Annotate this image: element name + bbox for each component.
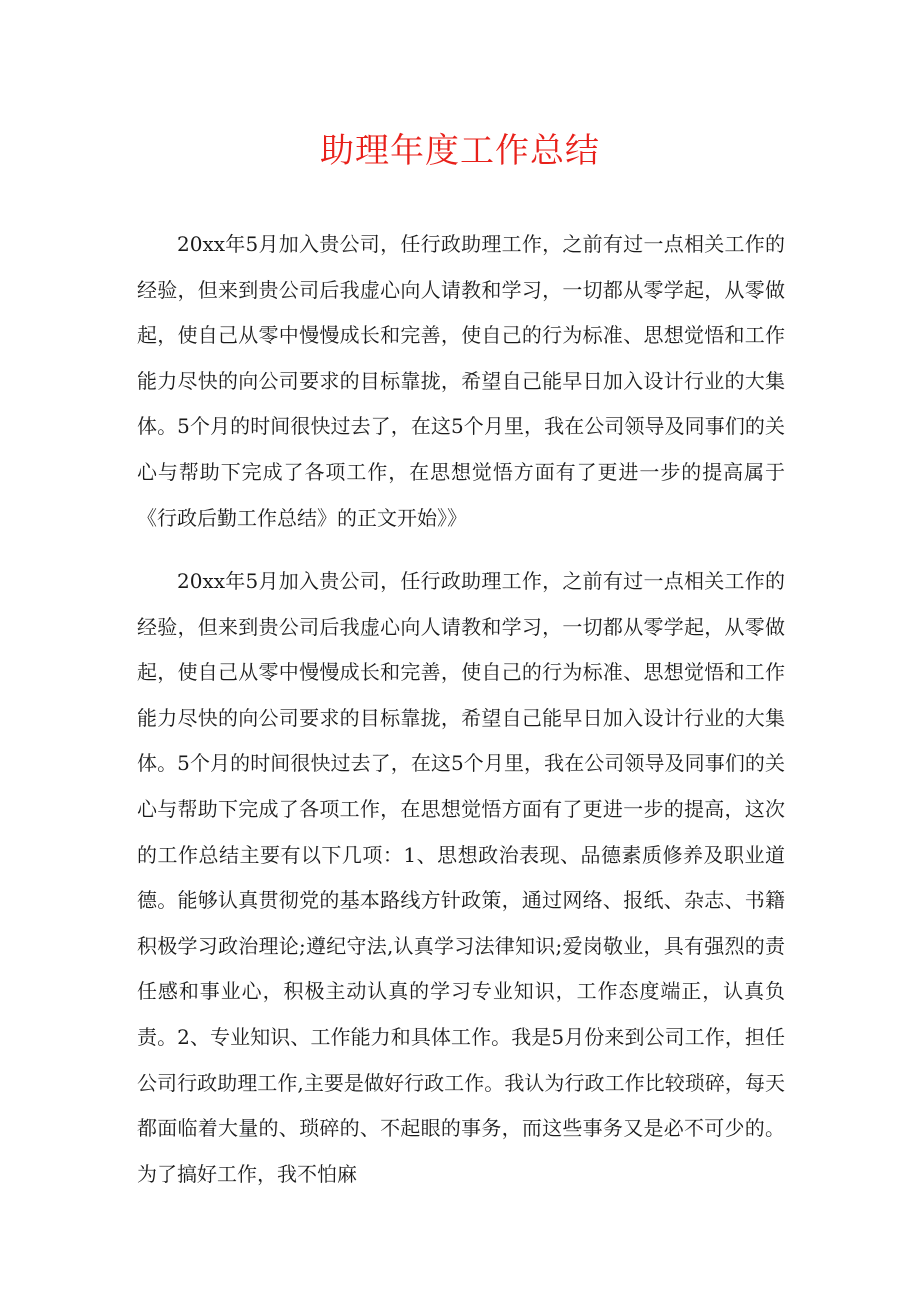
body-paragraph-1: 20xx年5月加入贵公司，任行政助理工作，之前有过一点相关工作的经验，但来到贵公司后我虚心向人请教和学习，一切都从零学起，从零做起，使自己从零中慢慢成长和完善，使自己的行为标准、思想觉悟和工作能力尽快的向公司要求的目标靠拢，希望自己能早日加入设计行业的大集体。5个月的时间很快过去了，在这5个月里，我在公司领导及同事们的关心与帮助下完成了各项工作，在思想觉悟方面有了更进一步的提高属于《行政后勤工作总结》的正文开始》》 [137, 232, 785, 530]
body-paragraph-2: 20xx年5月加入贵公司，任行政助理工作，之前有过一点相关工作的经验，但来到贵公司后我虚心向人请教和学习，一切都从零学起，从零做起，使自己从零中慢慢成长和完善，使自己的行为标准、思想觉悟和工作能力尽快的向公司要求的目标靠拢，希望自己能早日加入设计行业的大集体。5个月的时间很快过去了，在这5个月里，我在公司领导及同事们的关心与帮助下完成了各项工作，在思想觉悟方面有了更进一步的提高，这次的工作总结主要有以下几项：1、思想政治表现、品德素质修养及职业道德。能够认真贯彻党的基本路线方针政策，通过网络、报纸、杂志、书籍积极学习政治理论;遵纪守法,认真学习法律知识;爱岗敬业，具有强烈的责任感和事业心，积极主动认真的学习专业知识，工作态度端正，认真负责。2、专业知识、工作能力和具体工作。我是5月份来到公司工作，担任公司行政助理工作,主要是做好行政工作。我认为行政工作比较琐碎，每天都面临着大量的、琐碎的、不起眼的事务，而这些事务又是必不可少的。为了搞好工作，我不怕麻 [137, 569, 785, 1186]
document-title: 助理年度工作总结 [320, 131, 600, 171]
